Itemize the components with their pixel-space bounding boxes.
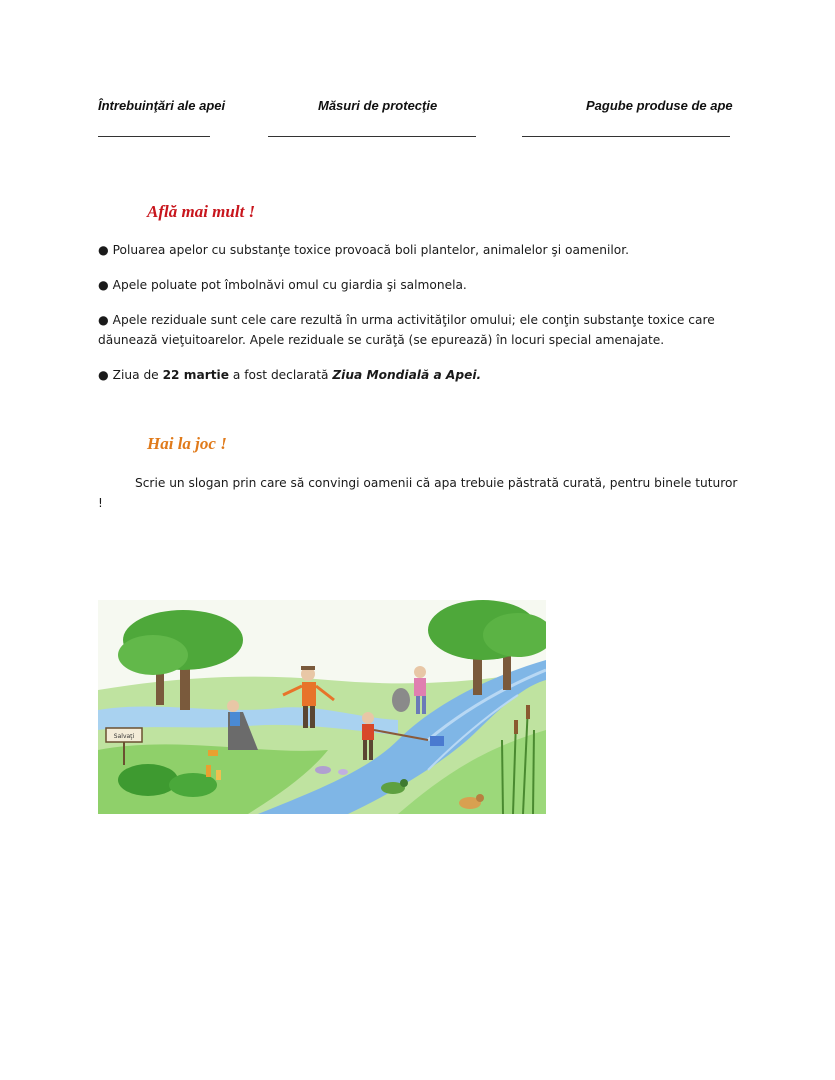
header-damages: Pagube produse de ape bbox=[586, 98, 733, 113]
river-cleanup-illustration bbox=[98, 600, 546, 814]
river-cleanup-drawing bbox=[98, 600, 546, 814]
bullet-icon: ● bbox=[98, 243, 109, 257]
fact-wastewater: ● Apele reziduale sunt cele care rezultă în urma activităţilor omului; ele conţin substanţe toxice care dăunează vieţuitoarelor. Apele reziduale se curăţă (se epurează) în locuri special amenajate. bbox=[98, 313, 715, 347]
person-orange-shirt bbox=[302, 682, 316, 706]
section-title-game: Hai la joc ! bbox=[147, 434, 227, 453]
trash-bag bbox=[392, 688, 410, 712]
fact-pollution: ● Poluarea apelor cu substanţe toxice provoacă boli plantelor, animalelor şi oamenilor. bbox=[98, 243, 630, 257]
header-uses: Întrebuinţări ale apei bbox=[98, 98, 226, 113]
answer-line-uses[interactable] bbox=[98, 136, 210, 137]
bullet-icon: ● bbox=[98, 313, 109, 327]
section-title-learn-more: Află mai mult ! bbox=[147, 202, 256, 221]
answer-line-damages[interactable] bbox=[522, 136, 730, 137]
answer-line-protection[interactable] bbox=[268, 136, 476, 137]
bullet-icon: ● bbox=[98, 278, 109, 292]
fact-diseases: ● Apele poluate pot îmbolnăvi omul cu giardia şi salmonela. bbox=[98, 278, 467, 292]
fact-water-day: ● Ziua de 22 martie a fost declarată Ziua Mondială a Apei. bbox=[98, 368, 482, 382]
slogan-instruction: Scrie un slogan prin care să convingi oamenii că apa trebuie păstrată curată, pentru binele tuturor ! bbox=[98, 476, 738, 510]
header-protection: Măsuri de protecţie bbox=[318, 98, 438, 113]
sign-text: Salvaţi bbox=[113, 733, 135, 740]
bullet-icon: ● bbox=[98, 368, 109, 382]
